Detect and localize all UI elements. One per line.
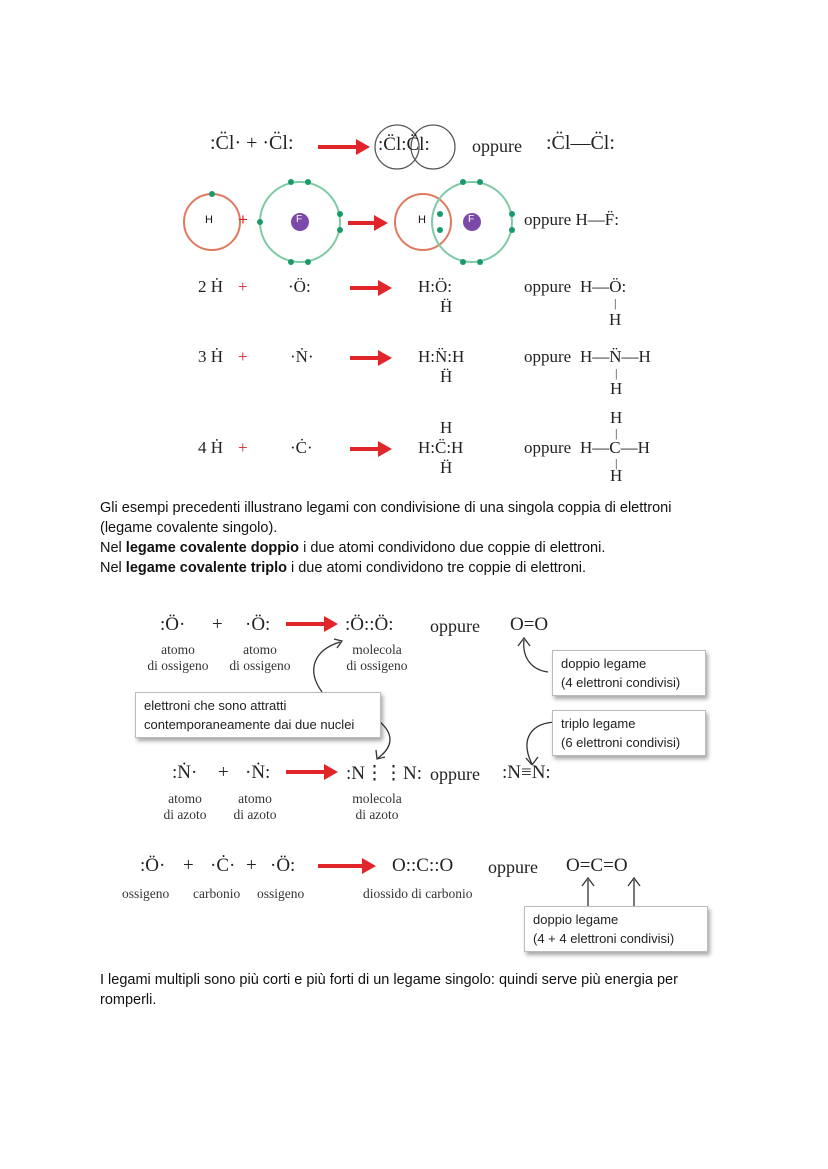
text-line-triple: Nel legame covalente triplo i due atomi condividono tre coppie di elettroni. <box>100 560 587 576</box>
label-atomo-azoto-1: atomo di azoto <box>163 791 207 822</box>
text-line: I legami multipli sono più corti e più forti di un legame singolo: quindi serve più energia per <box>100 972 678 988</box>
o-atom-1: :Ö· <box>160 614 186 635</box>
bond-line: | <box>615 456 618 470</box>
cl2-structural: :C̈l—C̈l: <box>546 132 615 154</box>
plus-sign: + <box>238 347 248 366</box>
plus-sign: + <box>238 277 248 296</box>
ch4-product-top: H <box>440 418 453 437</box>
o2-structural: O=O <box>510 614 549 635</box>
reaction-arrow-co2 <box>318 864 364 868</box>
co2-structural: O=C=O <box>566 855 628 876</box>
h2o-structural: H—Ö: <box>580 277 627 296</box>
plus-sign: + <box>218 762 229 783</box>
plus-sign: + <box>246 855 257 876</box>
o2-product: :Ö::Ö: <box>345 614 394 635</box>
h-atom-label-product: H <box>418 214 426 226</box>
h-atom-label: H <box>205 214 213 226</box>
h-coef-4: 4 Ḣ <box>198 438 224 457</box>
text-line: (legame covalente singolo). <box>100 520 278 536</box>
o-atom: ·Ö: <box>288 277 311 296</box>
plus-sign: + <box>212 614 223 635</box>
explanation-paragraph <box>100 498 730 578</box>
h2o-product: H:Ö: <box>418 277 452 296</box>
reaction-arrow-n2 <box>286 770 326 774</box>
callout-co2-double-bond: doppio legame (4 + 4 elettroni condivisi) <box>524 906 708 952</box>
label-ossigeno-1: ossigeno <box>122 886 170 901</box>
callout-double-bond: doppio legame (4 elettroni condivisi) <box>552 650 706 696</box>
reaction-arrow-nh3 <box>350 356 380 360</box>
ch4-product-bottom: Ḧ <box>440 458 453 477</box>
h-coef-2: 2 Ḣ <box>198 277 224 296</box>
label-molecola-azoto: molecola di azoto <box>352 791 402 822</box>
callout-shared-electrons: elettroni che sono attratti contemporaneamente dai due nuclei <box>135 692 381 738</box>
bond-line: | <box>614 296 617 310</box>
label-ossigeno-2: ossigeno <box>257 886 305 901</box>
plus-sign: + <box>238 438 248 457</box>
f-atom-label: F <box>296 214 303 225</box>
oppure-label: oppure <box>430 616 480 636</box>
o-atom-right: ·Ö: <box>270 855 296 876</box>
nh3-product: H:N̈:H <box>418 347 465 366</box>
ch4-structural-top: H <box>610 408 623 427</box>
ch4-structural: H—C—H <box>580 438 650 457</box>
nh3-product-bottom: Ḧ <box>440 367 453 386</box>
h2o-structural-bottom: H <box>609 310 622 329</box>
oppure-label: oppure <box>430 764 480 784</box>
label-diossido-carbonio: diossido di carbonio <box>363 886 473 901</box>
co2-product: O::C::O <box>392 855 454 876</box>
oppure-label: oppure <box>524 347 572 366</box>
conclusion-paragraph <box>100 970 730 1010</box>
bond-line: | <box>615 366 618 380</box>
text-line: Gli esempi precedenti illustrano legami con condivisione di una singola coppia di elettroni <box>100 500 672 516</box>
n2-structural: :N≡N: <box>502 762 551 783</box>
n-atom-2: ·Ṅ: <box>245 762 271 783</box>
cl2-product: :C̈l:C̈l: <box>378 134 430 155</box>
oppure-label: oppure <box>524 438 572 457</box>
plus-sign: + <box>238 210 248 229</box>
reaction-arrow-ch4 <box>350 447 380 451</box>
plus-sign: + <box>183 855 194 876</box>
o-atom-left: :Ö· <box>140 855 166 876</box>
text-line-double: Nel legame covalente doppio i due atomi condividono due coppie di elettroni. <box>100 540 606 556</box>
ch4-product: H:C̈:H <box>418 438 464 457</box>
text-line: romperli. <box>100 992 157 1008</box>
o-atom-2: ·Ö: <box>245 614 271 635</box>
h2o-product-bottom: Ḧ <box>440 297 453 316</box>
n2-product: :N⋮⋮N: <box>346 763 422 784</box>
c-atom: ·Ċ· <box>290 438 313 457</box>
h-coef-3: 3 Ḣ <box>198 347 224 366</box>
reaction-arrow-hf <box>348 221 376 225</box>
f-atom-label-product: F <box>468 214 475 225</box>
label-carbonio: carbonio <box>193 886 241 901</box>
hf-structural: oppure H—F̈: <box>524 210 619 229</box>
bond-line: | <box>615 426 618 440</box>
nh3-structural: H—N̈—H <box>580 347 651 366</box>
oppure-label: oppure <box>524 277 572 296</box>
label-atomo-azoto-2: atomo di azoto <box>233 791 277 822</box>
nh3-structural-bottom: H <box>610 379 623 398</box>
oppure-label: oppure <box>472 136 522 156</box>
label-atomo-ossigeno-1: atomo di ossigeno <box>147 642 209 673</box>
label-atomo-ossigeno-2: atomo di ossigeno <box>229 642 291 673</box>
label-molecola-ossigeno: molecola di ossigeno <box>346 642 408 673</box>
ch4-structural-bottom: H <box>610 466 623 485</box>
callout-triple-bond: triplo legame (6 elettroni condivisi) <box>552 710 706 756</box>
n-atom-1: :Ṅ· <box>172 762 198 783</box>
c-atom: ·Ċ· <box>210 855 236 876</box>
oppure-label: oppure <box>488 857 538 877</box>
reaction-arrow-h2o <box>350 286 380 290</box>
cl-reactants: :C̈l· + ·C̈l: <box>210 132 294 154</box>
reaction-arrow-o2 <box>286 622 326 626</box>
reaction-arrow-cl <box>318 145 358 149</box>
n-atom: ·Ṅ· <box>290 347 314 366</box>
